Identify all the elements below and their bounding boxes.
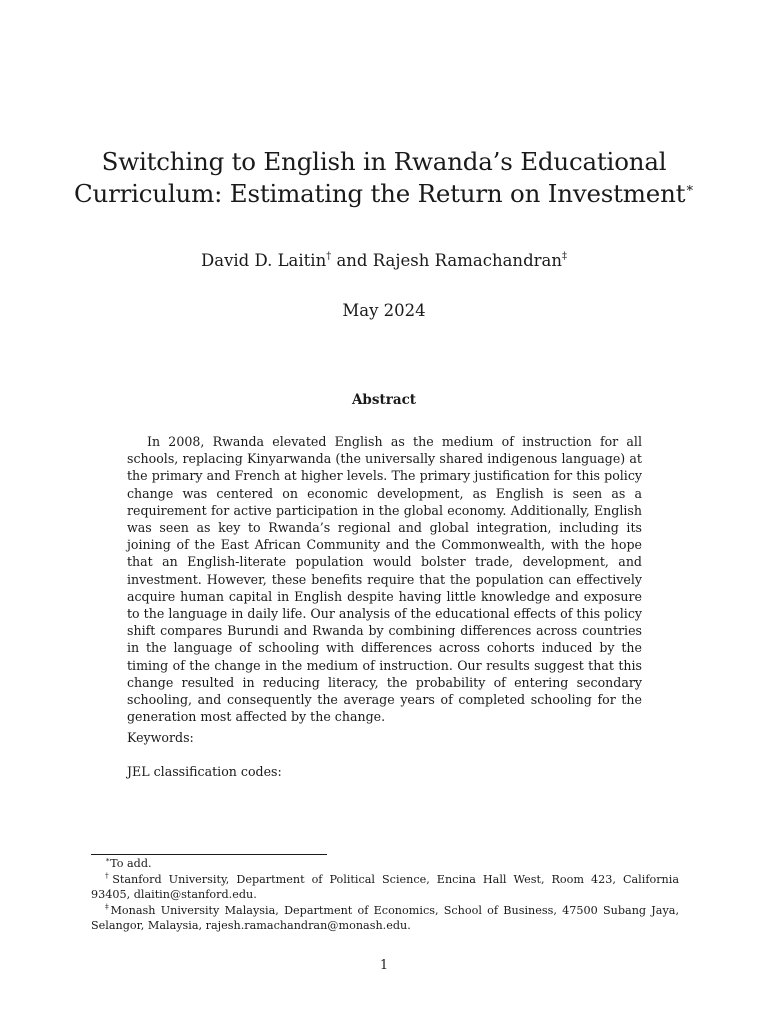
- footnote: [91, 872, 679, 903]
- author-name: Rajesh Ramachandran: [372, 251, 562, 270]
- paper-title: [60, 146, 708, 210]
- keywords-label: Keywords:: [127, 730, 194, 745]
- footnote: [91, 856, 679, 872]
- author-footnote-mark: ‡: [561, 251, 567, 262]
- title-text: Switching to English in Rwanda’s Educational Curriculum: Estimating the Return on Investment: [74, 147, 686, 208]
- footnote-text: To add.: [110, 857, 152, 870]
- footnote-mark: ∗: [105, 855, 111, 864]
- abstract-body: In 2008, Rwanda elevated English as the medium of instruction for all schools, replacing Kinyarwanda (the universally shared indigenous language) at the primary and French at higher levels. The primary justification for this policy change was centered on economic development, as English is seen as a requirement for active participation in the global economy. Additionally, English was seen as key to Rwanda’s regional and global integration, including its joining of the East African Community and the Commonwealth, with the hope that an English-literate population would bolster trade, development, and investment. However, these benefits require that the population can effectively acquire human capital in English despite having little knowledge and exposure to the language in daily life. Our analysis of the educational effects of this policy shift compares Burundi and Rwanda by combining differences across countries in the language of schooling with differences across cohorts induced by the timing of the change in the medium of instruction. Our results suggest that this change resulted in reducing literacy, the probability of entering secondary schooling, and consequently the average years of completed schooling for the generation most affected by the change.: [127, 434, 642, 725]
- footnotes: [91, 856, 679, 934]
- author-footnote-mark: †: [326, 251, 332, 262]
- author-name: David D. Laitin: [201, 251, 327, 270]
- footnote-text: Stanford University, Department of Political Science, Encina Hall West, Room 423, California 93405, dlaitin@stanford.edu.: [91, 872, 680, 902]
- footnote: [91, 903, 679, 934]
- footnote-divider: [91, 854, 327, 855]
- footnote-mark: †: [105, 870, 113, 880]
- author-conjunction: and: [336, 251, 368, 270]
- jel-codes-label: JEL classification codes:: [127, 764, 282, 779]
- title-footnote-mark: ∗: [685, 181, 694, 196]
- page-number: 1: [379, 957, 388, 972]
- publication-date: May 2024: [342, 301, 426, 320]
- footnote-mark: ‡: [105, 901, 111, 911]
- abstract-heading: Abstract: [351, 392, 417, 408]
- author-list: [0, 250, 768, 272]
- footnote-text: Monash University Malaysia, Department of Economics, School of Business, 47500 Subang Jaya, Selangor, Malaysia, rajesh.ramachandran@monash.edu.: [91, 903, 680, 933]
